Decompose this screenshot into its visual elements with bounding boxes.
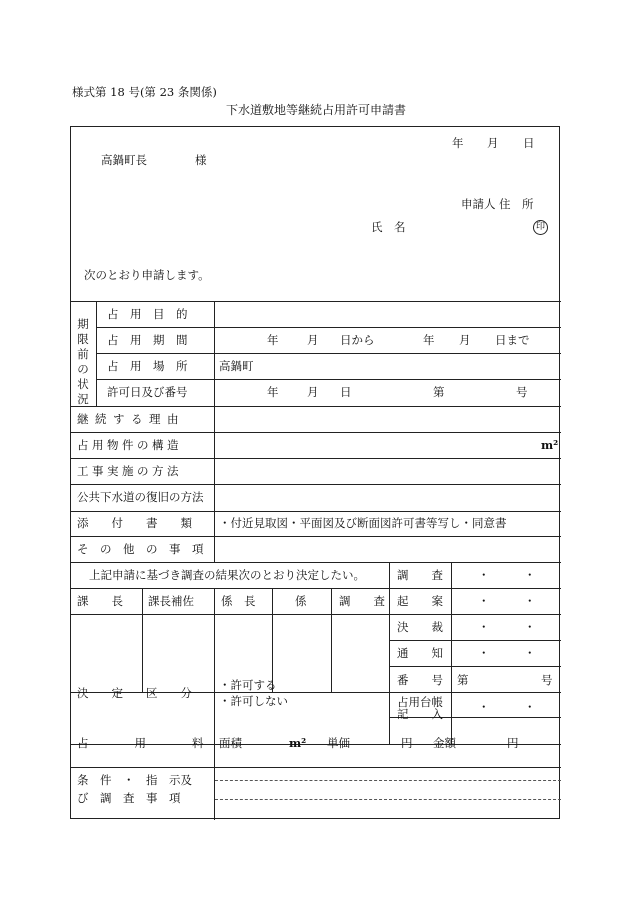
ledger-label-1: 占用台帳 (397, 695, 443, 709)
date-month: 月 (487, 136, 499, 150)
permit-number-dai: 第 (433, 385, 445, 399)
date-day: 日 (523, 136, 535, 150)
attachments-value: ・付近見取図・平面図及び断面図許可書等写し・同意書 (219, 516, 507, 530)
ledger-label-2: 記 入 (397, 707, 443, 721)
construction-method-label: 工事実施の方法 (77, 464, 182, 478)
fee-area-label: 面積 (219, 736, 242, 750)
other-matters-label: そ の 他 の 事 項 (77, 542, 204, 556)
form-title: 下水道敷地等継続占用許可申請書 (226, 103, 407, 117)
applicant-label: 申請人 (461, 197, 496, 211)
ledger-dots: ・ ・ (478, 700, 536, 714)
fee-label: 占 用 料 (77, 736, 204, 750)
fee-unit-price-yen: 円 (401, 736, 413, 750)
role-chosa: 調 査 (339, 594, 385, 608)
approval-label: 決 裁 (397, 620, 443, 634)
option-permit[interactable]: ・許可する (219, 678, 277, 692)
occupation-place-value[interactable]: 高鍋町 (219, 359, 254, 373)
survey-dots: ・ ・ (478, 568, 536, 582)
period-status-label: 期限前の状況 (77, 317, 89, 406)
fee-unit-price-label: 単価 (327, 736, 350, 750)
occupation-place-label: 占 用 場 所 (107, 359, 188, 373)
occupation-period-label: 占 用 期 間 (107, 333, 188, 347)
draft-label: 起 案 (397, 594, 443, 608)
period-to-month: 月 (459, 333, 471, 347)
name-label: 氏 名 (371, 220, 406, 234)
number-go: 号 (541, 673, 553, 687)
approval-dots: ・ ・ (478, 620, 536, 634)
continuation-reason-label: 継続する理由 (77, 412, 185, 426)
structure-label: 占用物件の構造 (77, 438, 182, 452)
conditions-label-2: び 調 査 事 項 (77, 791, 181, 805)
occupation-purpose-label: 占 用 目 的 (107, 307, 188, 321)
conditions-label-1: 条 件 ・ 指 示及 (77, 773, 192, 787)
survey-label: 調 査 (397, 568, 443, 582)
decision-statement: 上記申請に基づき調査の結果次のとおり決定したい。 (89, 568, 365, 582)
period-from-day: 日から (340, 333, 375, 347)
address-label: 住 所 (499, 197, 534, 211)
role-kakari: 係 (295, 594, 307, 608)
period-from-month: 月 (307, 333, 319, 347)
permit-day: 日 (340, 385, 352, 399)
role-kacho: 課 長 (77, 594, 123, 608)
permit-month: 月 (307, 385, 319, 399)
notice-label: 通 知 (397, 646, 443, 660)
period-from-year: 年 (267, 333, 279, 347)
fee-amount-label: 金額 (433, 736, 456, 750)
number-label: 番 号 (397, 673, 443, 687)
addressee-sama: 様 (195, 153, 207, 167)
role-kakaricho: 係 長 (221, 594, 256, 608)
addressee: 高鍋町長 (101, 153, 147, 167)
request-text: 次のとおり申請します。 (84, 268, 210, 282)
structure-unit: m² (541, 438, 559, 452)
permit-date-number-label: 許可日及び番号 (107, 385, 188, 399)
seal-mark: 印 (533, 220, 548, 235)
decision-kubun-label: 決 定 区 分 (77, 686, 192, 700)
restoration-method-label: 公共下水道の復旧の方法 (77, 490, 204, 504)
fee-amount-yen: 円 (507, 736, 519, 750)
fee-area-unit: m² (289, 736, 307, 750)
period-to-day: 日まで (495, 333, 530, 347)
form-number: 様式第 18 号(第 23 条関係) (72, 85, 217, 99)
date-year: 年 (452, 136, 464, 150)
application-form (70, 126, 560, 819)
period-to-year: 年 (423, 333, 435, 347)
draft-dots: ・ ・ (478, 594, 536, 608)
permit-number-go: 号 (516, 385, 528, 399)
permit-year: 年 (267, 385, 279, 399)
role-kacho-hosa: 課長補佐 (148, 594, 194, 608)
number-dai: 第 (457, 673, 469, 687)
notice-dots: ・ ・ (478, 646, 536, 660)
option-deny[interactable]: ・許可しない (219, 694, 288, 708)
attachments-label: 添 付 書 類 (77, 516, 192, 530)
